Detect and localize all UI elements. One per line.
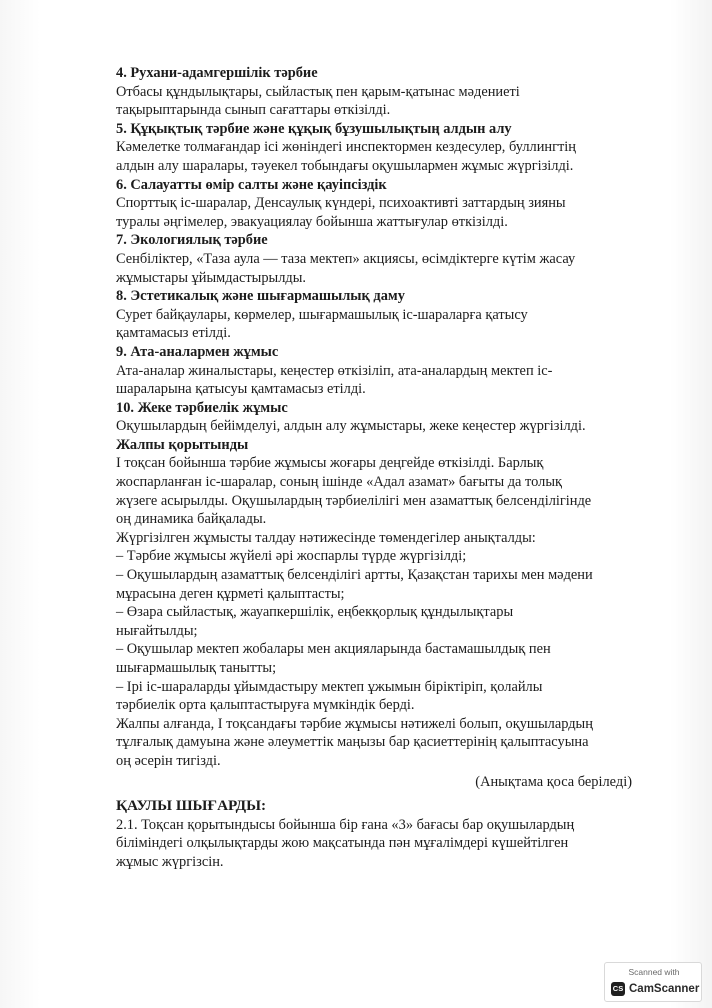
decision-line: жұмыс жүргізсін. <box>116 853 224 870</box>
scanner-brand: CamScanner <box>629 983 700 995</box>
conclusion-line: Жүргізілген жұмысты талдау нәтижесінде төмендегілер анықталды: <box>116 529 536 546</box>
section-heading: 10. Жеке тәрбиелік жұмыс <box>116 399 288 416</box>
conclusion-line: – Ірі іс-шараларды ұйымдастыру мектеп ұжымын біріктіріп, қолайлы <box>116 678 543 695</box>
section-5 <box>116 120 636 176</box>
section-9 <box>116 343 636 399</box>
decision-line: 2.1. Тоқсан қорытындысы бойынша бір ғана «3» бағасы бар оқушылардың <box>116 816 575 833</box>
attachment-note: (Анықтама қоса беріледі) <box>475 773 632 790</box>
section-line: Сурет байқаулары, көрмелер, шығармашылық іс-шараларға қатысу <box>116 306 528 323</box>
section-heading: 5. Құқықтық тәрбие және құқық бұзушылықтың алдын алу <box>116 120 512 137</box>
camscanner-watermark <box>604 962 702 1002</box>
section-line: Отбасы құндылықтары, сыйластық пен қарым-қатынас мәдениеті <box>116 83 520 100</box>
conclusion-line: нығайтылды; <box>116 622 198 639</box>
section-conclusion <box>116 436 636 771</box>
conclusion-line: І тоқсан бойынша тәрбие жұмысы жоғары деңгейде өткізілді. Барлық <box>116 455 544 472</box>
section-4 <box>116 64 636 120</box>
section-line: тақырыптарында сынып сағаттары өткізілді. <box>116 102 391 119</box>
section-line: Оқушылардың бейімделуі, алдын алу жұмыстары, жеке кеңестер жүргізілді. <box>116 418 586 435</box>
section-line: жұмыстары ұйымдастырылды. <box>116 269 306 286</box>
conclusion-line: – Тәрбие жұмысы жүйелі әрі жоспарлы түрде жүргізілді; <box>116 548 467 565</box>
conclusion-line: – Өзара сыйластық, жауапкершілік, еңбекқорлық құндылықтары <box>116 604 514 621</box>
section-heading: 9. Ата-аналармен жұмыс <box>116 343 279 360</box>
section-heading: 8. Эстетикалық және шығармашылық даму <box>116 288 405 305</box>
decision-block <box>116 816 636 872</box>
section-line: Сенбіліктер, «Таза аула — таза мектеп» акциясы, өсімдіктерге күтім жасау <box>116 250 576 267</box>
section-heading: 6. Салауатты өмір салты және қауіпсіздік <box>116 176 387 193</box>
camscanner-logo-icon: CS <box>611 982 625 996</box>
conclusion-line: Жалпы алғанда, І тоқсандағы тәрбие жұмысы нәтижелі болып, оқушылардың <box>116 715 593 732</box>
conclusion-line: жоспарланған іс-шаралар, соның ішінде «Адал азамат» бағыты да толық <box>116 474 562 491</box>
conclusion-line: мұрасына деген құрметі қалыптасты; <box>116 585 345 602</box>
conclusion-line: оң динамика байқалады. <box>116 511 267 528</box>
decision-line: біліміндегі олқылықтарды жою мақсатында пән мұғалімдері күшейтілген <box>116 835 569 852</box>
decision-heading: ҚАУЛЫ ШЫҒАРДЫ: <box>116 797 267 815</box>
conclusion-line: тәрбиелік орта қалыптастыруға мүмкіндік берді. <box>116 697 415 714</box>
conclusion-line: шығармашылық танытты; <box>116 660 277 676</box>
conclusion-line: тұлғалық дамуына және әлеуметтік маңызы бар қасиеттерінің қалыптасуына <box>116 734 589 751</box>
section-7 <box>116 231 636 287</box>
section-line: қамтамасыз етілді. <box>116 325 231 342</box>
document-body <box>116 64 636 872</box>
section-line: Ата-аналар жиналыстары, кеңестер өткізіліп, ата-аналардың мектеп іс- <box>116 362 553 379</box>
scanner-caption: Scanned with <box>628 967 680 977</box>
section-8 <box>116 287 636 343</box>
section-line: туралы әңгімелер, эвакуациялау бойынша жаттығулар өткізілді. <box>116 213 508 230</box>
section-line: Спорттық іс-шаралар, Денсаулық күндері, психоактивті заттардың зияны <box>116 195 566 212</box>
conclusion-line: – Оқушылардың азаматтық белсенділігі артты, Қазақстан тарихы мен мәдени <box>116 567 593 584</box>
section-line: шараларына қатысуы қамтамасыз етілді. <box>116 381 366 398</box>
section-heading: Жалпы қорытынды <box>116 436 249 453</box>
section-6 <box>116 176 636 232</box>
section-heading: 7. Экологиялық тәрбие <box>116 232 268 249</box>
section-line: алдын алу шаралары, тәуекел тобындағы оқушылармен жұмыс жүргізілді. <box>116 157 574 174</box>
conclusion-line: оң әсерін тигізді. <box>116 752 221 769</box>
conclusion-line: жүзеге асырылды. Оқушылардың тәрбиелілігі мен азаматтық белсенділігінде <box>116 492 592 509</box>
section-10 <box>116 399 636 436</box>
section-line: Кәмелетке толмағандар ісі жөніндегі инспектормен кездесулер, буллингтің <box>116 139 576 156</box>
conclusion-line: – Оқушылар мектеп жобалары мен акцияларында бастамашылдық пен <box>116 641 551 658</box>
section-heading: 4. Рухани-адамгершілік тәрбие <box>116 65 318 81</box>
